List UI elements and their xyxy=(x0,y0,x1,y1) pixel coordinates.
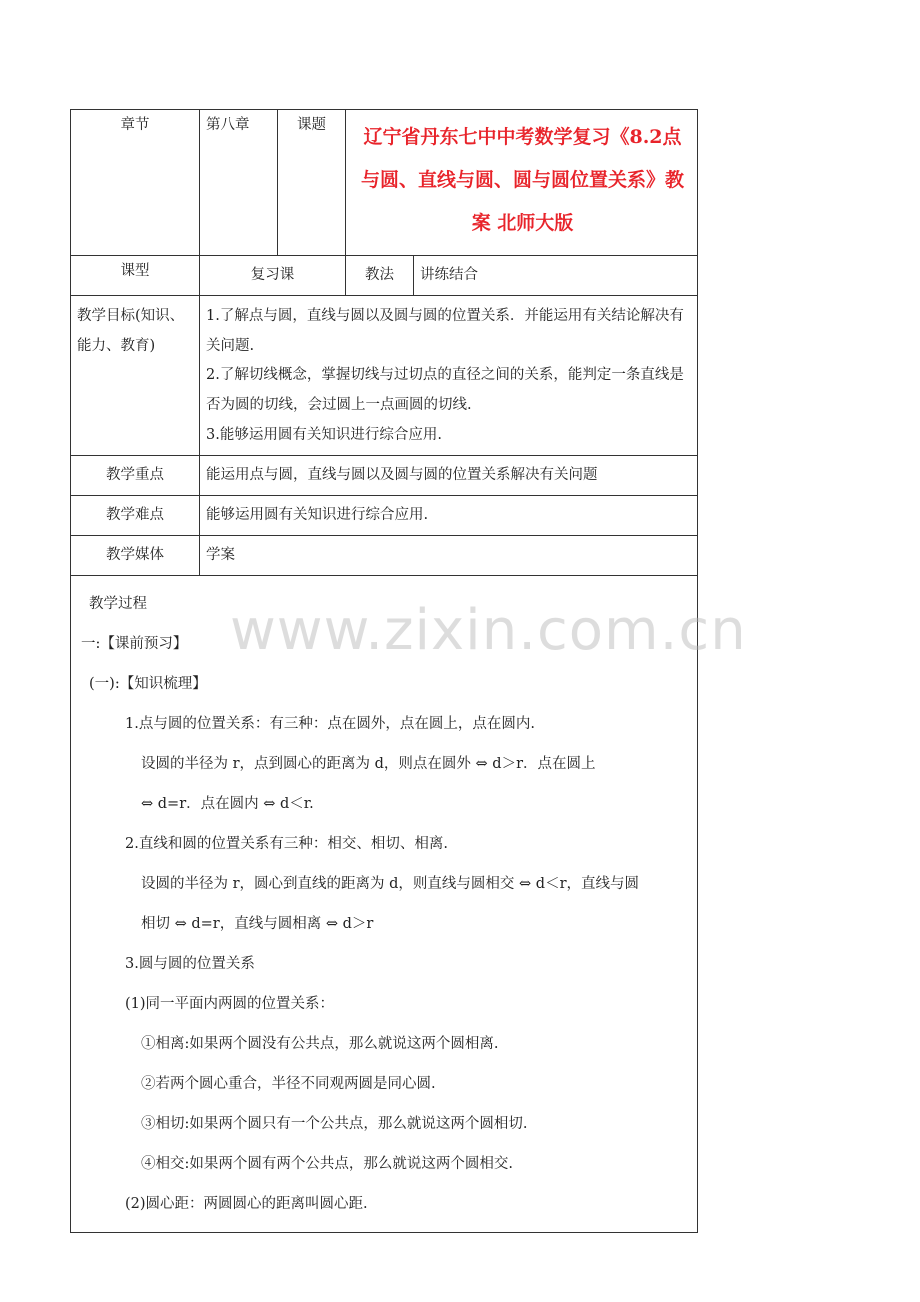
section-heading: 一:【课前预习】 xyxy=(81,635,188,652)
type-label: 课型 xyxy=(71,256,200,296)
difficulty-label: 教学难点 xyxy=(71,495,200,535)
process-row xyxy=(71,575,698,1232)
topic-label: 课题 xyxy=(278,110,346,256)
process-line: (2)圆心距：两圆圆心的距离叫圆心距. xyxy=(125,1195,368,1212)
process-line: ②若两个圆心重合，半径不同观两圆是同心圆. xyxy=(141,1075,436,1092)
difficulty-row xyxy=(71,495,698,535)
media-row xyxy=(71,535,698,575)
type-value: 复习课 xyxy=(200,256,346,296)
media-value: 学案 xyxy=(200,535,698,575)
process-line: 3.圆与圆的位置关系 xyxy=(125,955,255,972)
objectives-content xyxy=(200,296,698,456)
objectives-row xyxy=(71,296,698,456)
process-line: 设圆的半径为 r，点到圆心的距离为 d，则点在圆外 ⇔ d＞r．点在圆上 xyxy=(141,755,596,772)
chapter-value: 第八章 xyxy=(200,110,278,256)
process-line: ⇔ d=r．点在圆内 ⇔ d＜r. xyxy=(141,795,314,812)
header-row xyxy=(71,110,698,256)
objectives-label: 教学目标(知识、能力、教育) xyxy=(71,296,200,456)
topic-title: 辽宁省丹东七中中考数学复习《8.2点与圆、直线与圆、圆与圆位置关系》教案 北师大版 xyxy=(346,110,698,256)
process-content xyxy=(71,575,698,1232)
type-row xyxy=(71,256,698,296)
chapter-label: 章节 xyxy=(71,110,200,256)
process-line: (1)同一平面内两圆的位置关系： xyxy=(125,995,335,1012)
process-line: 1.点与圆的位置关系：有三种：点在圆外，点在圆上，点在圆内. xyxy=(125,715,535,732)
lesson-plan-table xyxy=(70,109,698,1233)
key-point-row xyxy=(71,455,698,495)
process-line: 设圆的半径为 r，圆心到直线的距离为 d，则直线与圆相交 ⇔ d＜r，直线与圆 xyxy=(141,875,640,892)
process-line: ③相切:如果两个圆只有一个公共点，那么就说这两个圆相切. xyxy=(141,1115,528,1132)
process-line: ④相交:如果两个圆有两个公共点，那么就说这两个圆相交. xyxy=(141,1155,513,1172)
method-value: 讲练结合 xyxy=(414,256,698,296)
watermark-text: www.zixin.com.cn xyxy=(230,598,747,663)
process-line: ①相离:如果两个圆没有公共点，那么就说这两个圆相离. xyxy=(141,1035,499,1052)
key-point-value: 能运用点与圆，直线与圆以及圆与圆的位置关系解决有关问题 xyxy=(200,455,698,495)
method-label: 教法 xyxy=(346,256,414,296)
process-line: 相切 ⇔ d=r，直线与圆相离 ⇔ d＞r xyxy=(141,915,374,932)
subsection-heading: (一):【知识梳理】 xyxy=(89,675,207,692)
objective-item: 3.能够运用圆有关知识进行综合应用. xyxy=(206,426,442,443)
objective-item: 1.了解点与圆，直线与圆以及圆与圆的位置关系．并能运用有关结论解决有关问题. xyxy=(206,308,684,354)
process-line: 2.直线和圆的位置关系有三种：相交、相切、相离. xyxy=(125,835,448,852)
process-title: 教学过程 xyxy=(89,595,147,612)
difficulty-value: 能够运用圆有关知识进行综合应用. xyxy=(200,495,698,535)
key-point-label: 教学重点 xyxy=(71,455,200,495)
media-label: 教学媒体 xyxy=(71,535,200,575)
objective-item: 2.了解切线概念，掌握切线与过切点的直径之间的关系，能判定一条直线是否为圆的切线，会过圆上一点画圆的切线. xyxy=(206,367,684,414)
